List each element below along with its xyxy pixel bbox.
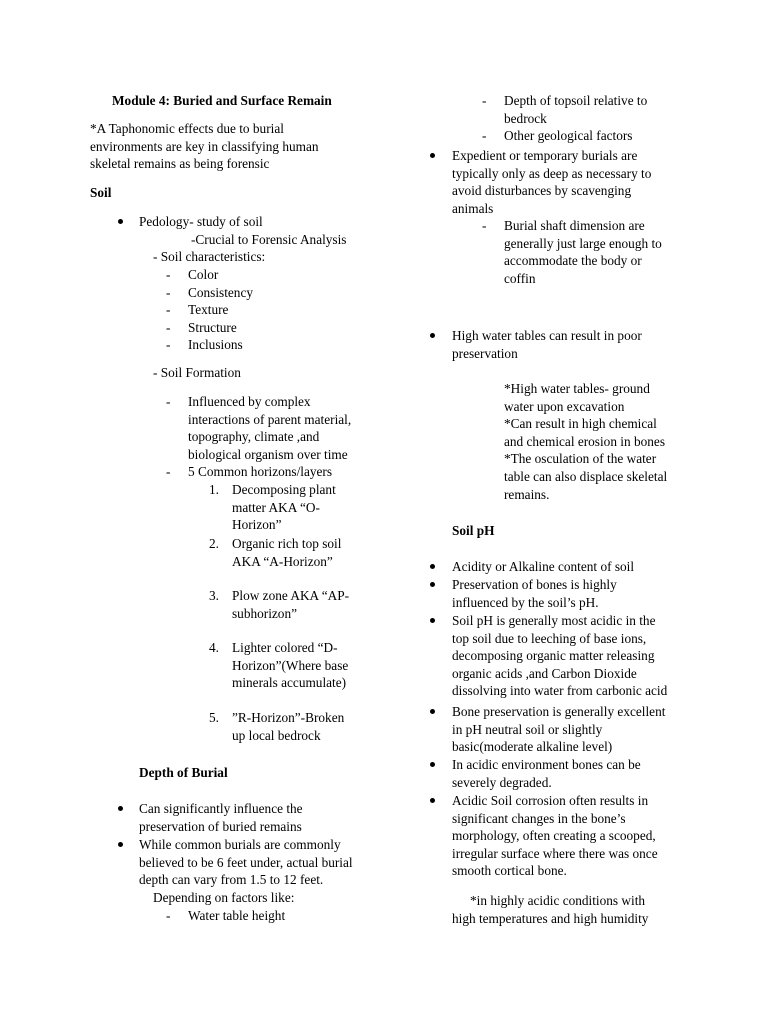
bullet-marker (430, 153, 435, 158)
formation-line: topography, climate ,and (188, 429, 320, 445)
final-note-line: high temperatures and high humidity (452, 911, 649, 926)
horizon-line: Horizon” (232, 517, 282, 533)
section-heading-depth: Depth of Burial (139, 765, 228, 780)
intro-line: environments are key in classifying human (90, 138, 319, 154)
dash-marker: - (166, 337, 171, 353)
ph-bullet-line: organic acids ,and Carbon Dioxide (452, 665, 637, 681)
horizon-number: 1. (209, 482, 219, 497)
dash-marker: - (166, 319, 171, 335)
water-note-line: *The osculation of the water (504, 451, 657, 467)
horizon-line: Decomposing plant (232, 482, 336, 497)
horizons-label: 5 Common horizons/layers (188, 464, 333, 479)
ph-bullet-line: Acidity or Alkaline content of soil (452, 559, 635, 574)
expedient-line: typically only as deep as necessary to (452, 165, 652, 181)
characteristic-item: Inclusions (188, 337, 243, 353)
ph-bullet-line: decomposing organic matter releasing (452, 648, 655, 664)
water-note-line: table can also displace skeletal (504, 469, 668, 484)
formation-line: Influenced by complex (188, 394, 311, 409)
horizon-line: matter AKA “O- (232, 499, 320, 515)
ph-bullet-line: smooth cortical bone. (452, 863, 567, 879)
dash-marker: - (482, 93, 487, 108)
ph-bullet-line: dissolving into water from carbonic acid (452, 683, 668, 699)
horizon-number: 5. (209, 710, 219, 725)
water-note-line: *Can result in high chemical (504, 416, 657, 432)
horizon-line: subhorizon” (232, 605, 297, 621)
water-note-line: *High water tables- ground (504, 381, 650, 396)
characteristic-item: Structure (188, 319, 237, 335)
dash-marker: - (166, 464, 171, 479)
bullet-marker (430, 709, 435, 714)
bullet-marker (118, 842, 123, 847)
characteristic-item: Color (188, 267, 219, 282)
bullet-marker (430, 582, 435, 587)
ph-bullet-line: Preservation of bones is highly (452, 577, 617, 592)
ph-bullet-line: In acidic environment bones can be (452, 757, 641, 772)
ph-bullet-line: irregular surface where there was once (452, 845, 658, 861)
characteristic-item: Consistency (188, 284, 254, 300)
dash-marker: - (166, 267, 171, 282)
bullet-marker (430, 798, 435, 803)
ph-bullet-line: influenced by the soil’s pH. (452, 594, 599, 610)
depth-bullet-line: preservation of buried remains (139, 818, 302, 834)
horizon-line: minerals accumulate) (232, 675, 347, 691)
horizon-line: Horizon”(Where base (232, 657, 349, 673)
high-water-line: High water tables can result in poor (452, 328, 642, 343)
shaft-line: coffin (504, 270, 536, 286)
water-note-line: water upon excavation (504, 398, 625, 414)
geo-factor-line: Other geological factors (504, 128, 633, 143)
horizon-line: AKA “A-Horizon” (232, 553, 333, 569)
formation-line: interactions of parent material, (188, 411, 352, 427)
horizon-line: ”R-Horizon”-Broken (232, 710, 345, 725)
depth-bullet-line: believed to be 6 feet under, actual burial (139, 854, 353, 870)
dash-marker: - (166, 284, 171, 300)
section-heading-ph: Soil pH (452, 523, 495, 538)
soil-formation-label: - Soil Formation (153, 365, 241, 380)
expedient-line: animals (452, 200, 494, 216)
shaft-line: Burial shaft dimension are (504, 218, 645, 233)
module-title: Module 4: Buried and Surface Remain (112, 93, 332, 108)
horizon-line: Lighter colored “D- (232, 640, 338, 655)
expedient-line: Expedient or temporary burials are (452, 148, 638, 163)
ph-bullet-line: morphology, often creating a scooped, (452, 828, 656, 844)
dash-marker: - (482, 128, 487, 143)
intro-line: *A Taphonomic effects due to burial (90, 121, 284, 136)
water-table-item: Water table height (188, 908, 286, 923)
bullet-marker (430, 333, 435, 338)
ph-bullet-line: significant changes in the bone’s (452, 810, 626, 826)
final-note-line: *in highly acidic conditions with (470, 893, 646, 908)
ph-bullet-line: Acidic Soil corrosion often results in (452, 793, 649, 808)
bullet-marker (430, 762, 435, 767)
dash-marker: - (482, 218, 487, 233)
horizon-number: 3. (209, 588, 219, 603)
expedient-line: avoid disturbances by scavenging (452, 183, 632, 199)
bullet-marker (430, 618, 435, 623)
shaft-line: generally just large enough to (504, 235, 662, 251)
intro-line: skeletal remains as being forensic (90, 156, 270, 172)
depth-bullet-line: depth can vary from 1.5 to 12 feet. (139, 872, 324, 888)
shaft-line: accommodate the body or (504, 253, 642, 269)
section-heading-soil: Soil (90, 185, 112, 200)
horizon-line: Plow zone AKA “AP- (232, 588, 350, 603)
depth-bullet-line: Can significantly influence the (139, 801, 303, 816)
horizon-number: 2. (209, 536, 219, 551)
bullet-marker (118, 806, 123, 811)
crucial-note: -Crucial to Forensic Analysis (191, 232, 347, 247)
water-note-line: remains. (504, 486, 550, 502)
bullet-marker (430, 564, 435, 569)
horizon-line: up local bedrock (232, 727, 321, 743)
soil-characteristics-label: - Soil characteristics: (153, 249, 266, 264)
water-note-line: and chemical erosion in bones (504, 433, 665, 449)
depth-bullet-line: While common burials are commonly (139, 837, 341, 852)
horizon-number: 4. (209, 640, 219, 655)
ph-bullet-line: basic(moderate alkaline level) (452, 739, 613, 755)
dash-marker: - (166, 302, 171, 318)
characteristic-item: Texture (188, 302, 229, 318)
formation-line: biological organism over time (188, 446, 348, 462)
bullet-marker (118, 219, 123, 224)
depending-label: Depending on factors like: (153, 890, 295, 905)
ph-bullet-line: Bone preservation is generally excellent (452, 704, 666, 719)
geo-factor-line: Depth of topsoil relative to (504, 93, 648, 108)
high-water-line: preservation (452, 345, 518, 361)
pedology-bullet: Pedology- study of soil (139, 214, 263, 229)
dash-marker: - (166, 394, 171, 409)
ph-bullet-line: top soil due to leeching of base ions, (452, 630, 647, 646)
ph-bullet-line: Soil pH is generally most acidic in the (452, 613, 656, 628)
ph-bullet-line: severely degraded. (452, 774, 552, 790)
geo-factor-line: bedrock (504, 110, 547, 126)
dash-marker: - (166, 908, 171, 923)
horizon-line: Organic rich top soil (232, 536, 342, 551)
ph-bullet-line: in pH neutral soil or slightly (452, 721, 603, 737)
